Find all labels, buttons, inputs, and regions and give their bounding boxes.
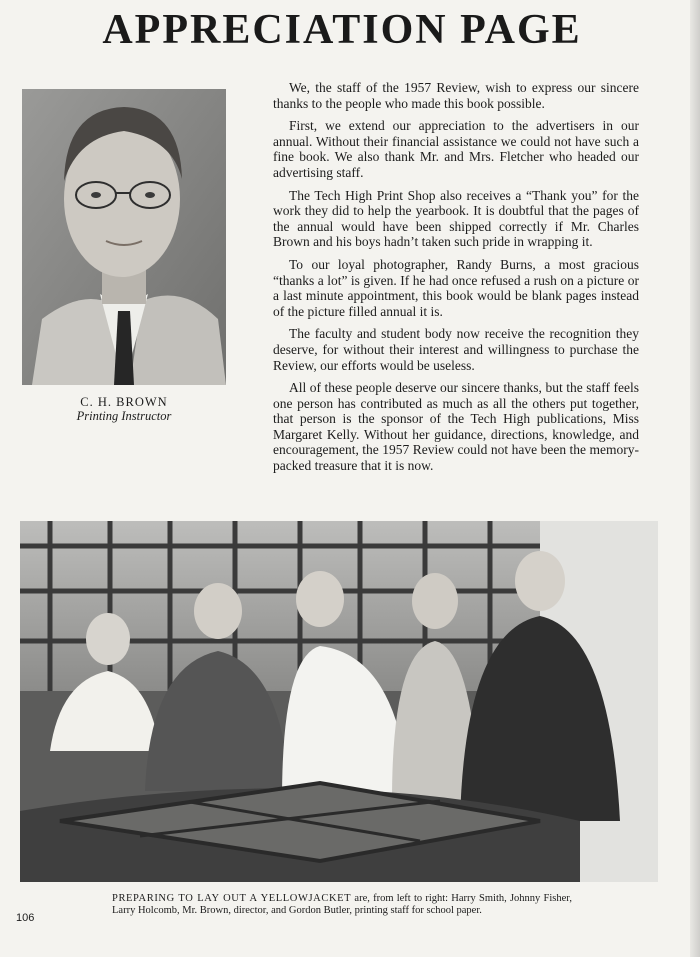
page-number: 106 [16,912,35,924]
photo-caption-text: are, from left to right: Harry Smith, Johnny Fisher, Larry Holcomb, Mr. Brown, director, and Gordon Butler, printing staff for school paper. [112,893,572,916]
paragraph-intro: We, the staff of the 1957 Review, wish to express our sincere thanks to the people who made this book possible. [273,80,639,111]
group-photo [20,521,658,882]
paragraph-print-shop: The Tech High Print Shop also receives a “Thank you” for the work they did to help the yearbook. It is doubtful that the pages of the annual would have been shipped correctly if Mr. Charles Brown and his boys hadn’t taken such pride in wrapping it. [273,187,639,250]
paragraph-advertisers: First, we extend our appreciation to the advertisers in our annual. Without their financial assistance we could not have such a fine book. We also thank Mr. and Mrs. Fletcher who headed our advertising staff. [273,118,639,180]
portrait-name: C. H. BROWN [80,395,168,409]
portrait-role: Printing Instructor [76,409,172,423]
portrait-caption [22,395,226,423]
paragraph-photographer: To our loyal photographer, Randy Burns, a most gracious “thanks a lot” is given. If he had once refused a rush on a picture or a last minute appointment, this book would be blank pages instead of the picture filled annual it is. [273,256,639,319]
body-text [273,80,639,481]
page-edge [690,0,700,957]
portrait-photo [22,89,226,385]
paragraph-faculty: The faculty and student body now receive the recognition they deserve, for without their interest and willingness to purchase the Review, our efforts would be useless. [273,326,639,373]
paragraph-sponsor: All of these people deserve our sincere thanks, but the staff feels one person has contributed as much as all the others put together, that person is the sponsor of the Tech High publications, Miss Margaret Kelly. Without her guidance, directions, knowledge, and encouragement, the 1957 Review could not have been the memory-packed treasure that it is now. [273,380,639,474]
page-title: APPRECIATION PAGE [102,7,582,53]
photo-caption-lead: PREPARING TO LAY OUT A YELLOWJACKET [112,893,352,904]
photo-caption [112,893,572,917]
